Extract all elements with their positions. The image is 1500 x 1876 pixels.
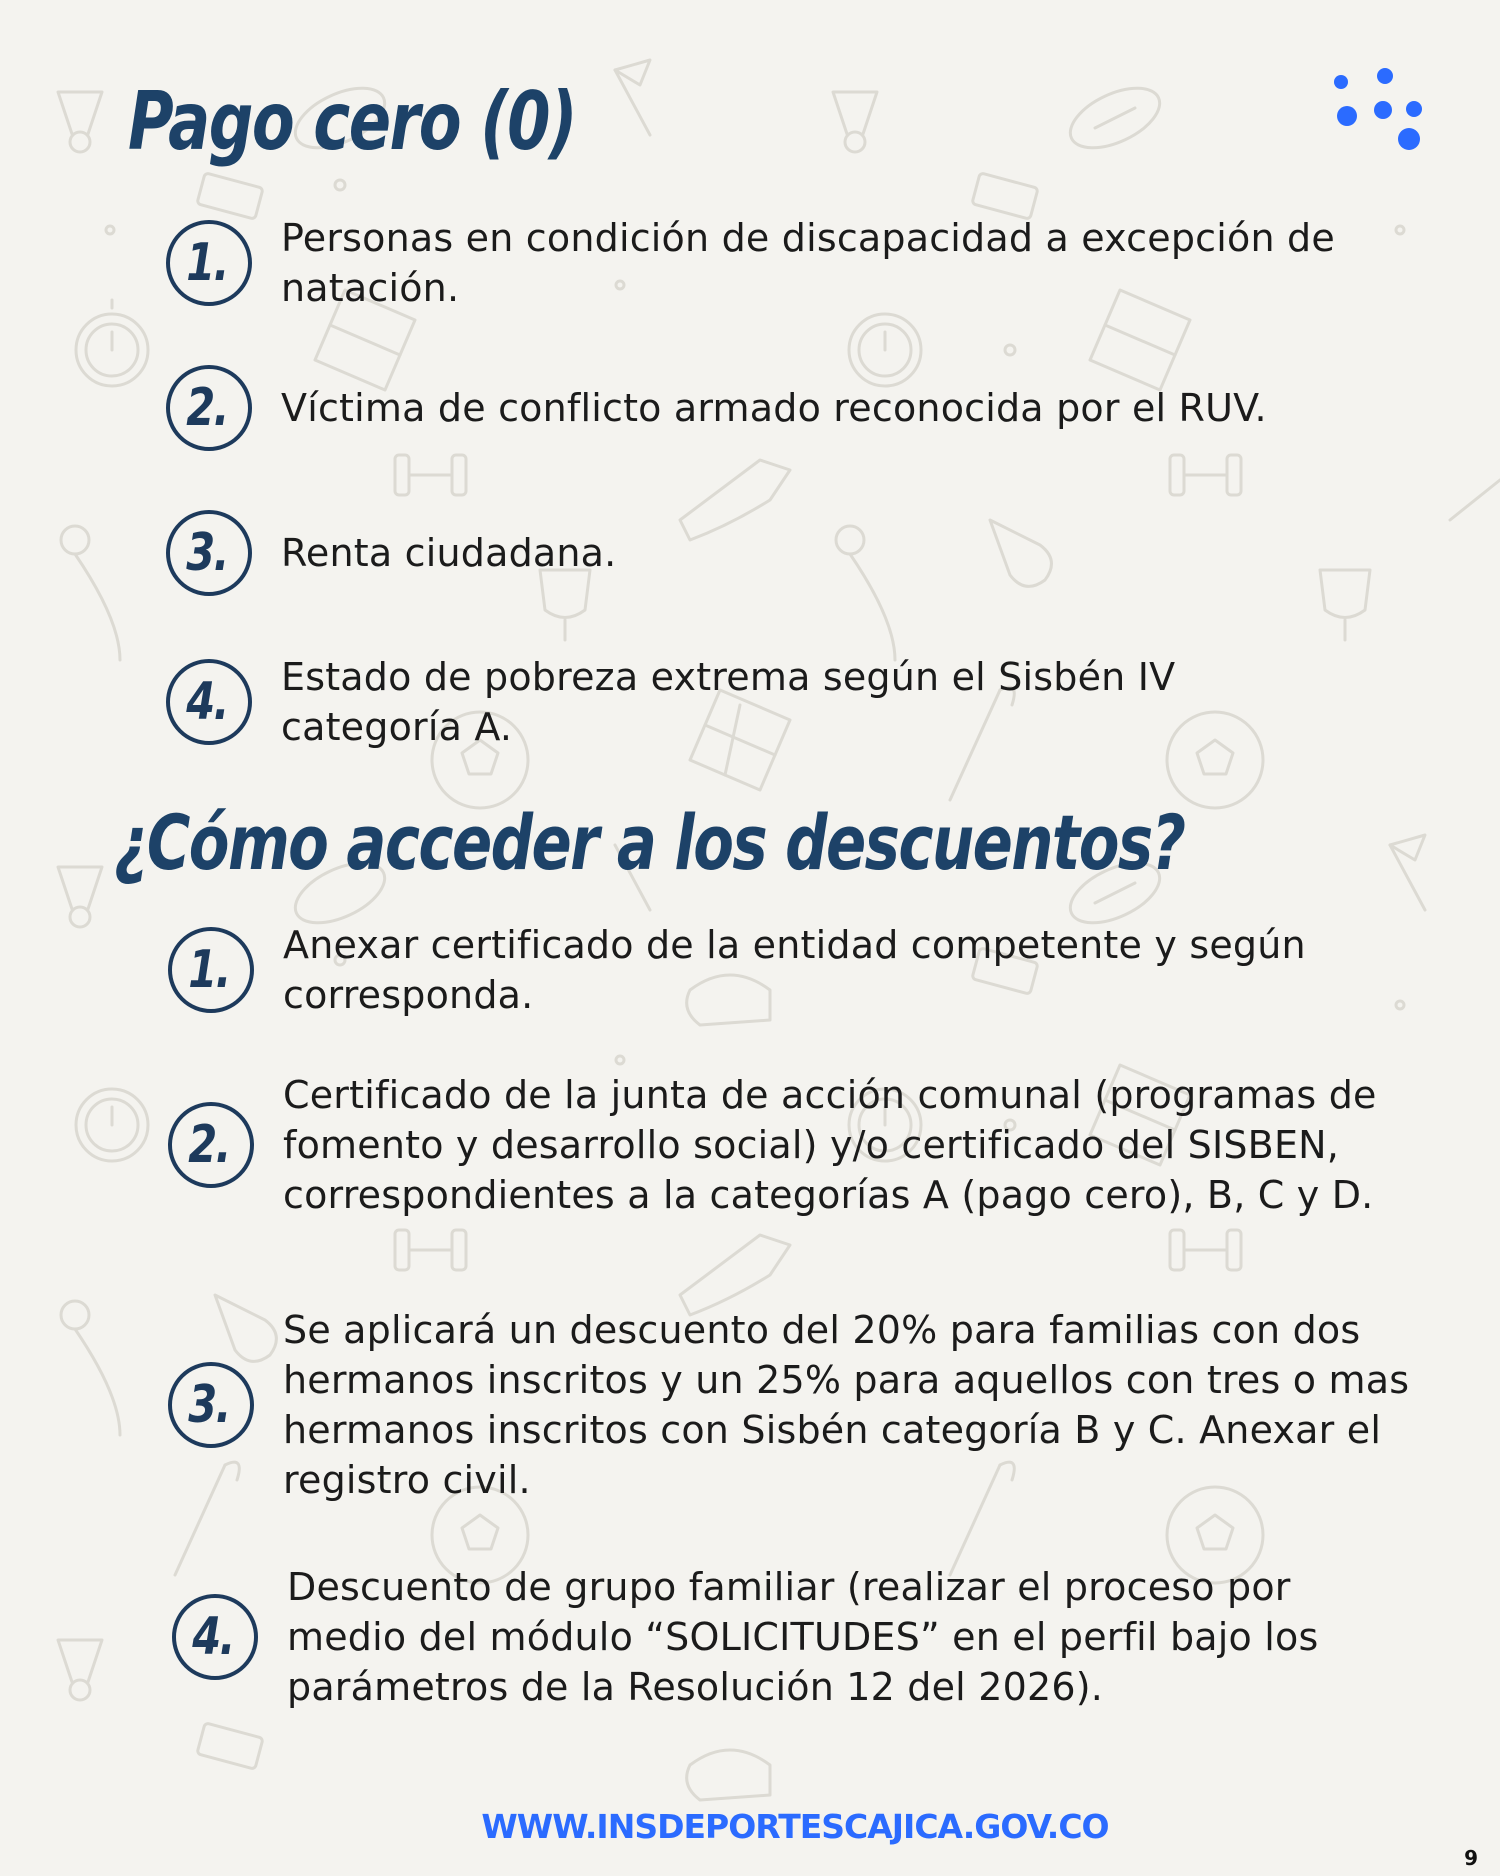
dumbbell-icon (1170, 1230, 1241, 1270)
item-text: Personas en condición de discapacidad a excepción de natación. (281, 216, 1335, 310)
shuttlecock-icon (58, 867, 102, 927)
item-text: Anexar certificado de la entidad competente y según corresponda. (283, 923, 1306, 1017)
number-badge (172, 1594, 258, 1680)
item-text: Se aplicará un descuento del 20% para familias con dos hermanos inscritos y un 25% para aquellos con tres o mas hermanos inscritos con Sisbén categoría B y C. Anexar el registro civil. (283, 1308, 1410, 1502)
shuttlecock-icon (58, 1640, 102, 1700)
shuttlecock-icon (58, 92, 102, 152)
item-text: Descuento de grupo familiar (realizar el proceso por medio del módulo “SOLICITUDES” en el perfil bajo los parámetros de la Resolución 12 del 2026). (287, 1565, 1319, 1709)
number-badge (168, 1102, 254, 1188)
boxing-glove-icon (687, 1750, 770, 1800)
stopwatch-icon (76, 1089, 148, 1161)
website-link[interactable]: WWW.INSDEPORTESCAJICA.GOV.CO (481, 1807, 1109, 1846)
sneaker-icon (1450, 480, 1500, 520)
number-badge (166, 365, 252, 451)
list-item (172, 1562, 1417, 1712)
list-item (168, 1305, 1473, 1505)
dumbbell-icon (395, 455, 466, 495)
number-label: 3. (186, 523, 228, 583)
number-badge (168, 1362, 254, 1448)
number-label: 4. (192, 1607, 234, 1667)
sneaker-icon (680, 1235, 790, 1315)
number-badge (166, 220, 252, 306)
number-label: 2. (186, 378, 228, 438)
ticket-icon (197, 1723, 263, 1769)
list-item (166, 652, 1281, 752)
number-label: 2. (188, 1115, 230, 1175)
section-title-pago-cero: Pago cero (0) (128, 75, 576, 168)
page-number: 9 (1464, 1846, 1478, 1870)
number-label: 4. (186, 672, 228, 732)
dumbbell-icon (395, 1230, 466, 1270)
brand-dots-icon (1325, 62, 1435, 162)
dumbbell-icon (1170, 455, 1241, 495)
flag-icon (1390, 835, 1425, 910)
number-label: 1. (188, 940, 230, 1000)
stopwatch-icon (76, 300, 148, 386)
flag-icon (615, 60, 650, 135)
medal-icon (61, 526, 120, 660)
list-item (166, 365, 1411, 451)
item-text: Renta ciudadana. (281, 531, 617, 575)
number-label: 3. (188, 1375, 230, 1435)
number-badge (166, 659, 252, 745)
list-item (166, 510, 1411, 596)
rugby-ball-icon (1061, 76, 1168, 160)
item-text: Víctima de conflicto armado reconocida por el RUV. (281, 386, 1267, 430)
number-badge (168, 927, 254, 1013)
item-text: Estado de pobreza extrema según el Sisbén IV categoría A. (281, 655, 1176, 749)
list-item (166, 213, 1411, 313)
shuttlecock-icon (833, 92, 877, 152)
number-label: 1. (186, 233, 228, 293)
item-text: Certificado de la junta de acción comunal (programas de fomento y desarrollo social) y/o certificado del SISBEN, correspondientes a la categorías A (pago cero), B, C y D. (283, 1073, 1377, 1217)
medal-icon (61, 1301, 120, 1435)
list-item (168, 920, 1423, 1020)
section-title-como-acceder: ¿Cómo acceder a los descuentos? (114, 798, 1185, 887)
list-item (168, 1070, 1473, 1220)
number-badge (166, 510, 252, 596)
